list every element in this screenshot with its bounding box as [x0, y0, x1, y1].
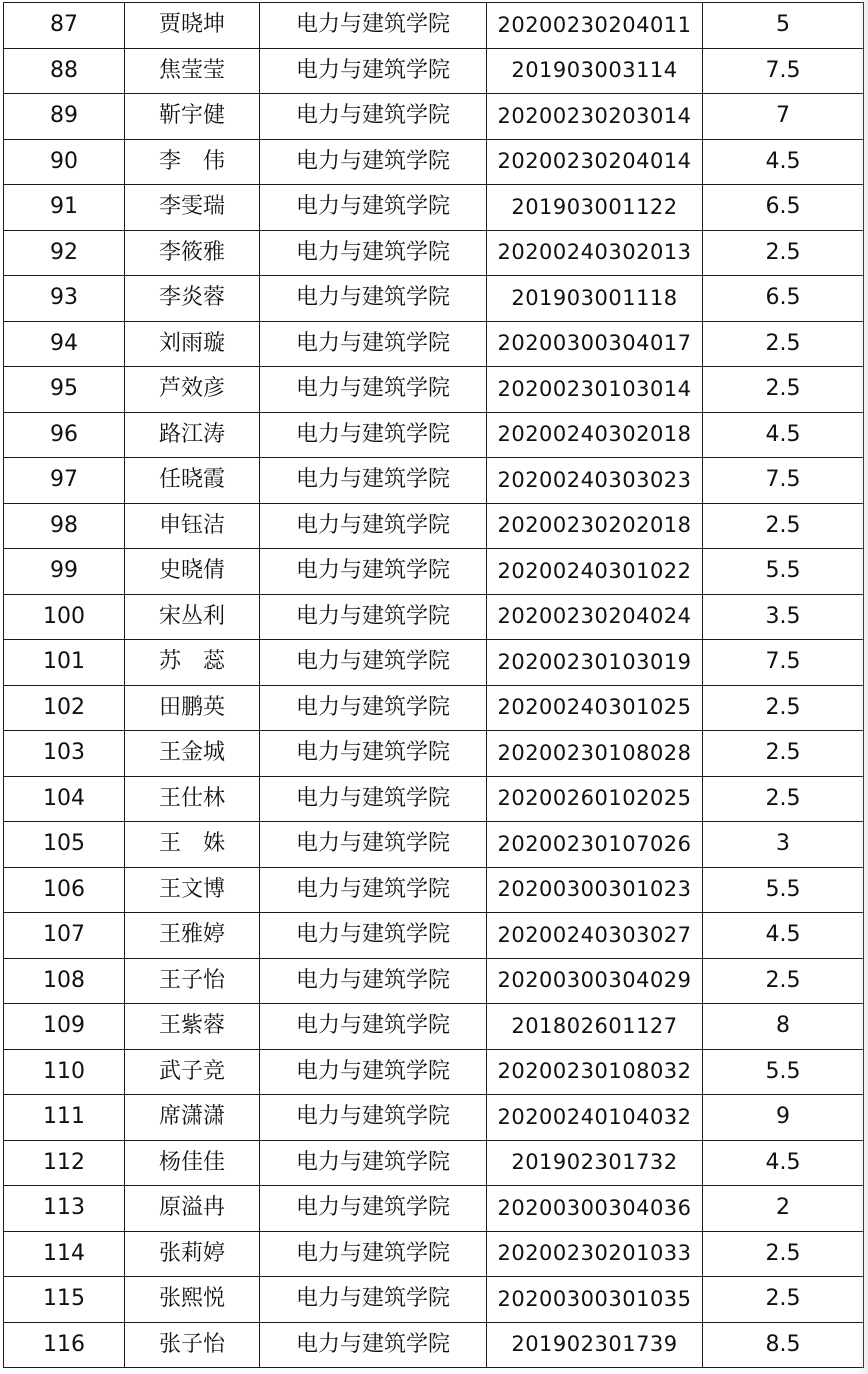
row-number-cell: 105 [4, 822, 125, 868]
student-id-cell: 20200230204011 [487, 3, 703, 49]
student-name-cell: 王文博 [125, 867, 260, 913]
score-cell: 3 [703, 822, 864, 868]
college-cell: 电力与建筑学院 [260, 1049, 487, 1095]
row-number-cell: 107 [4, 913, 125, 959]
student-score-table [3, 2, 864, 1368]
student-name-cell: 路江涛 [125, 412, 260, 458]
row-number-cell: 93 [4, 276, 125, 322]
score-cell: 2.5 [703, 685, 864, 731]
table-row [4, 139, 864, 185]
score-cell: 5.5 [703, 867, 864, 913]
college-cell: 电力与建筑学院 [260, 1186, 487, 1232]
student-name-cell: 苏 蕊 [125, 640, 260, 686]
table-row [4, 3, 864, 49]
student-id-cell: 20200240104032 [487, 1095, 703, 1141]
student-id-cell: 201903003114 [487, 48, 703, 94]
table-row [4, 94, 864, 140]
student-name-cell: 史晓倩 [125, 549, 260, 595]
student-id-cell: 20200230204014 [487, 139, 703, 185]
score-cell: 2 [703, 1186, 864, 1232]
row-number-cell: 91 [4, 185, 125, 231]
student-name-cell: 王紫蓉 [125, 1004, 260, 1050]
college-cell: 电力与建筑学院 [260, 594, 487, 640]
score-cell: 2.5 [703, 503, 864, 549]
score-cell: 5 [703, 3, 864, 49]
student-name-cell: 王金城 [125, 731, 260, 777]
student-id-cell: 20200240303027 [487, 913, 703, 959]
student-id-cell: 20200240301025 [487, 685, 703, 731]
student-name-cell: 靳宇健 [125, 94, 260, 140]
table-row [4, 1322, 864, 1368]
college-cell: 电力与建筑学院 [260, 1231, 487, 1277]
college-cell: 电力与建筑学院 [260, 503, 487, 549]
row-number-cell: 112 [4, 1140, 125, 1186]
student-id-cell: 20200230201033 [487, 1231, 703, 1277]
row-number-cell: 99 [4, 549, 125, 595]
score-cell: 3.5 [703, 594, 864, 640]
table-row [4, 640, 864, 686]
row-number-cell: 87 [4, 3, 125, 49]
table-row [4, 185, 864, 231]
score-cell: 4.5 [703, 1140, 864, 1186]
table-row [4, 731, 864, 777]
student-name-cell: 张子怡 [125, 1322, 260, 1368]
student-id-cell: 20200300304029 [487, 958, 703, 1004]
row-number-cell: 116 [4, 1322, 125, 1368]
student-name-cell: 原溢冉 [125, 1186, 260, 1232]
table-row [4, 685, 864, 731]
table-row [4, 913, 864, 959]
college-cell: 电力与建筑学院 [260, 1095, 487, 1141]
row-number-cell: 104 [4, 776, 125, 822]
student-name-cell: 张莉婷 [125, 1231, 260, 1277]
row-number-cell: 108 [4, 958, 125, 1004]
student-name-cell: 席潇潇 [125, 1095, 260, 1141]
student-name-cell: 申钰洁 [125, 503, 260, 549]
row-number-cell: 113 [4, 1186, 125, 1232]
college-cell: 电力与建筑学院 [260, 1277, 487, 1323]
score-cell: 2.5 [703, 731, 864, 777]
student-id-cell: 201903001122 [487, 185, 703, 231]
student-id-cell: 201903001118 [487, 276, 703, 322]
score-cell: 5.5 [703, 549, 864, 595]
row-number-cell: 115 [4, 1277, 125, 1323]
student-name-cell: 李雯瑞 [125, 185, 260, 231]
score-cell: 9 [703, 1095, 864, 1141]
score-cell: 5.5 [703, 1049, 864, 1095]
college-cell: 电力与建筑学院 [260, 412, 487, 458]
college-cell: 电力与建筑学院 [260, 958, 487, 1004]
table-row [4, 1095, 864, 1141]
student-name-cell: 王 姝 [125, 822, 260, 868]
student-name-cell: 刘雨璇 [125, 321, 260, 367]
score-cell: 4.5 [703, 139, 864, 185]
row-number-cell: 114 [4, 1231, 125, 1277]
student-id-cell: 20200230204024 [487, 594, 703, 640]
row-number-cell: 106 [4, 867, 125, 913]
student-id-cell: 20200230108028 [487, 731, 703, 777]
table-row [4, 276, 864, 322]
table-row [4, 867, 864, 913]
student-name-cell: 宋丛利 [125, 594, 260, 640]
row-number-cell: 111 [4, 1095, 125, 1141]
student-id-cell: 20200300304036 [487, 1186, 703, 1232]
row-number-cell: 102 [4, 685, 125, 731]
college-cell: 电力与建筑学院 [260, 48, 487, 94]
student-name-cell: 杨佳佳 [125, 1140, 260, 1186]
score-cell: 2.5 [703, 230, 864, 276]
score-cell: 6.5 [703, 185, 864, 231]
score-cell: 4.5 [703, 913, 864, 959]
student-id-cell: 20200230202018 [487, 503, 703, 549]
table-row [4, 1277, 864, 1323]
college-cell: 电力与建筑学院 [260, 185, 487, 231]
college-cell: 电力与建筑学院 [260, 685, 487, 731]
student-id-cell: 20200300304017 [487, 321, 703, 367]
student-name-cell: 李 伟 [125, 139, 260, 185]
table-row [4, 458, 864, 504]
student-id-cell: 20200240302013 [487, 230, 703, 276]
score-cell: 8 [703, 1004, 864, 1050]
student-id-cell: 20200240303023 [487, 458, 703, 504]
row-number-cell: 101 [4, 640, 125, 686]
student-id-cell: 201802601127 [487, 1004, 703, 1050]
college-cell: 电力与建筑学院 [260, 94, 487, 140]
college-cell: 电力与建筑学院 [260, 640, 487, 686]
college-cell: 电力与建筑学院 [260, 321, 487, 367]
score-cell: 4.5 [703, 412, 864, 458]
score-cell: 2.5 [703, 1277, 864, 1323]
student-id-cell: 20200230203014 [487, 94, 703, 140]
score-cell: 7.5 [703, 458, 864, 504]
student-name-cell: 李炎蓉 [125, 276, 260, 322]
student-name-cell: 贾晓坤 [125, 3, 260, 49]
table-row [4, 503, 864, 549]
student-name-cell: 王雅婷 [125, 913, 260, 959]
student-id-cell: 201902301732 [487, 1140, 703, 1186]
row-number-cell: 103 [4, 731, 125, 777]
college-cell: 电力与建筑学院 [260, 867, 487, 913]
score-cell: 2.5 [703, 1231, 864, 1277]
row-number-cell: 109 [4, 1004, 125, 1050]
row-number-cell: 92 [4, 230, 125, 276]
student-name-cell: 任晓霞 [125, 458, 260, 504]
college-cell: 电力与建筑学院 [260, 822, 487, 868]
table-row [4, 958, 864, 1004]
college-cell: 电力与建筑学院 [260, 230, 487, 276]
college-cell: 电力与建筑学院 [260, 458, 487, 504]
row-number-cell: 110 [4, 1049, 125, 1095]
table-row [4, 549, 864, 595]
table-row [4, 822, 864, 868]
college-cell: 电力与建筑学院 [260, 1004, 487, 1050]
college-cell: 电力与建筑学院 [260, 731, 487, 777]
row-number-cell: 96 [4, 412, 125, 458]
score-cell: 6.5 [703, 276, 864, 322]
student-id-cell: 20200260102025 [487, 776, 703, 822]
score-cell: 7.5 [703, 48, 864, 94]
row-number-cell: 97 [4, 458, 125, 504]
row-number-cell: 98 [4, 503, 125, 549]
score-cell: 7 [703, 94, 864, 140]
table-row [4, 1049, 864, 1095]
student-id-cell: 20200300301023 [487, 867, 703, 913]
college-cell: 电力与建筑学院 [260, 776, 487, 822]
score-cell: 2.5 [703, 321, 864, 367]
table-row [4, 48, 864, 94]
score-cell: 7.5 [703, 640, 864, 686]
college-cell: 电力与建筑学院 [260, 3, 487, 49]
row-number-cell: 88 [4, 48, 125, 94]
college-cell: 电力与建筑学院 [260, 139, 487, 185]
student-name-cell: 芦效彦 [125, 367, 260, 413]
student-name-cell: 王仕林 [125, 776, 260, 822]
table-row [4, 594, 864, 640]
row-number-cell: 95 [4, 367, 125, 413]
row-number-cell: 100 [4, 594, 125, 640]
table-body [4, 3, 864, 1368]
college-cell: 电力与建筑学院 [260, 913, 487, 959]
score-cell: 2.5 [703, 367, 864, 413]
table-row [4, 367, 864, 413]
student-id-cell: 20200300301035 [487, 1277, 703, 1323]
table-row [4, 1140, 864, 1186]
college-cell: 电力与建筑学院 [260, 367, 487, 413]
student-name-cell: 李筱雅 [125, 230, 260, 276]
table-row [4, 1231, 864, 1277]
student-name-cell: 王子怡 [125, 958, 260, 1004]
college-cell: 电力与建筑学院 [260, 1140, 487, 1186]
table-row [4, 1004, 864, 1050]
table-row [4, 321, 864, 367]
student-id-cell: 20200230103019 [487, 640, 703, 686]
row-number-cell: 90 [4, 139, 125, 185]
score-cell: 2.5 [703, 776, 864, 822]
student-name-cell: 田鹏英 [125, 685, 260, 731]
table-row [4, 412, 864, 458]
college-cell: 电力与建筑学院 [260, 276, 487, 322]
student-id-cell: 201902301739 [487, 1322, 703, 1368]
student-name-cell: 武子竞 [125, 1049, 260, 1095]
student-id-cell: 20200240302018 [487, 412, 703, 458]
student-id-cell: 20200230107026 [487, 822, 703, 868]
college-cell: 电力与建筑学院 [260, 549, 487, 595]
page-edge-shadow [858, 0, 868, 1374]
student-id-cell: 20200230103014 [487, 367, 703, 413]
college-cell: 电力与建筑学院 [260, 1322, 487, 1368]
student-name-cell: 焦莹莹 [125, 48, 260, 94]
score-cell: 8.5 [703, 1322, 864, 1368]
table-row [4, 230, 864, 276]
row-number-cell: 94 [4, 321, 125, 367]
row-number-cell: 89 [4, 94, 125, 140]
student-id-cell: 20200240301022 [487, 549, 703, 595]
table-row [4, 776, 864, 822]
score-cell: 2.5 [703, 958, 864, 1004]
student-id-cell: 20200230108032 [487, 1049, 703, 1095]
table-row [4, 1186, 864, 1232]
student-name-cell: 张熙悦 [125, 1277, 260, 1323]
